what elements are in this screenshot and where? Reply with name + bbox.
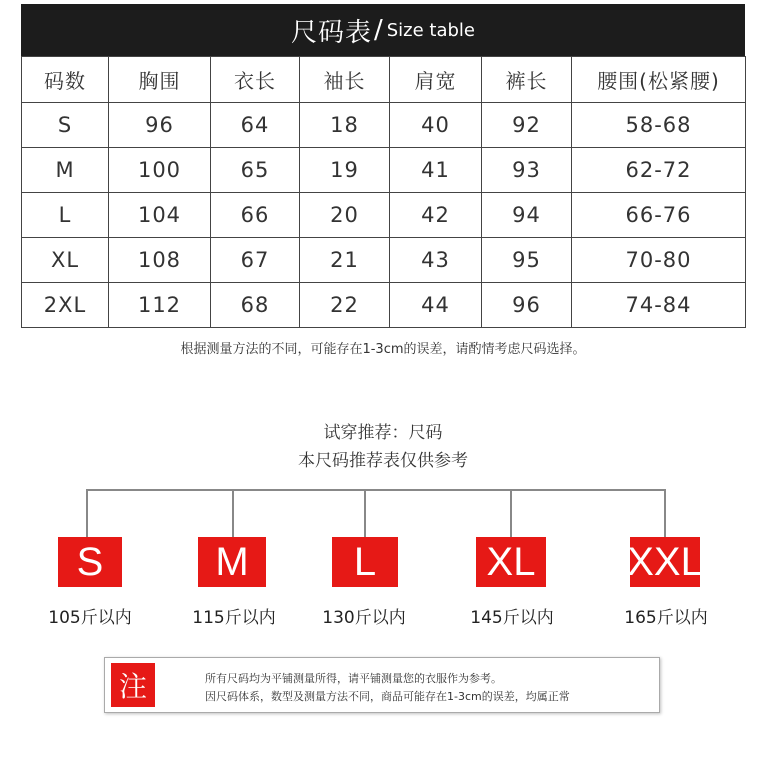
table-cell: 93 [482,148,572,193]
table-row [22,193,746,238]
weight-label-xxl: 165斤以内 [624,608,708,628]
weight-label-l: 130斤以内 [322,608,406,628]
table-cell: 44 [390,283,482,328]
weight-label-m: 115斤以内 [192,608,276,628]
size-badge-l: L [332,537,398,587]
table-cell: L [22,193,109,238]
table-cell: S [22,103,109,148]
table-cell: 66 [211,193,300,238]
size-badge-xl: XL [476,537,546,587]
table-row [22,148,746,193]
header-cell: 腰围(松紧腰) [572,57,746,103]
title-cn: 尺码表 [290,17,372,48]
connector-drop [664,489,666,537]
table-cell: 94 [482,193,572,238]
table-cell: 21 [300,238,390,283]
table-cell: 18 [300,103,390,148]
size-table-section [21,4,745,328]
notice-box [104,657,660,713]
table-cell: 112 [109,283,211,328]
table-cell: 20 [300,193,390,238]
table-cell: 42 [390,193,482,238]
size-table [21,56,746,328]
table-cell: 74-84 [572,283,746,328]
table-cell: 65 [211,148,300,193]
table-cell: 62-72 [572,148,746,193]
table-cell: 66-76 [572,193,746,238]
title-en: Size table [386,19,476,41]
size-badge-xxl: XXL [630,537,700,587]
table-cell: 70-80 [572,238,746,283]
table-cell: 100 [109,148,211,193]
table-cell: 22 [300,283,390,328]
table-row [22,283,746,328]
connector-drop [364,489,366,537]
size-badge-m: M [198,537,266,587]
weight-label-xl: 145斤以内 [470,608,554,628]
size-badge-s: S [58,537,122,587]
notice-badge: 注 [111,663,155,707]
header-cell: 胸围 [109,57,211,103]
weight-label-s: 105斤以内 [48,608,132,628]
table-cell: 64 [211,103,300,148]
header-cell: 肩宽 [390,57,482,103]
header-cell: 裤长 [482,57,572,103]
table-cell: 19 [300,148,390,193]
table-cell: 95 [482,238,572,283]
measurement-note: 根据测量方法的不同，可能存在1-3cm的误差，请酌情考虑尺码选择。 [180,342,586,357]
table-cell: 41 [390,148,482,193]
table-cell: 108 [109,238,211,283]
connector-drop [86,489,88,537]
header-cell: 袖长 [300,57,390,103]
table-cell: 2XL [22,283,109,328]
header-cell: 码数 [22,57,109,103]
table-cell: 43 [390,238,482,283]
table-cell: M [22,148,109,193]
notice-line-1: 所有尺码均为平铺测量所得，请平铺测量您的衣服作为参考。 [205,672,502,685]
title-separator: / [373,15,383,45]
table-cell: 96 [482,283,572,328]
table-cell: 58-68 [572,103,746,148]
table-cell: XL [22,238,109,283]
connector-drop [232,489,234,537]
size-table-title [21,4,745,56]
table-cell: 92 [482,103,572,148]
table-row [22,238,746,283]
table-row [22,103,746,148]
connector-line [86,489,666,491]
header-cell: 衣长 [211,57,300,103]
recommend-subtitle: 本尺码推荐表仅供参考 [298,451,468,471]
table-cell: 40 [390,103,482,148]
table-header-row [22,57,746,103]
connector-drop [510,489,512,537]
table-cell: 68 [211,283,300,328]
table-cell: 96 [109,103,211,148]
recommend-title: 试穿推荐：尺码 [323,423,443,443]
table-cell: 67 [211,238,300,283]
table-cell: 104 [109,193,211,238]
notice-line-2: 因尺码体系，数型及测量方法不同，商品可能存在1-3cm的误差，均属正常 [205,690,570,703]
